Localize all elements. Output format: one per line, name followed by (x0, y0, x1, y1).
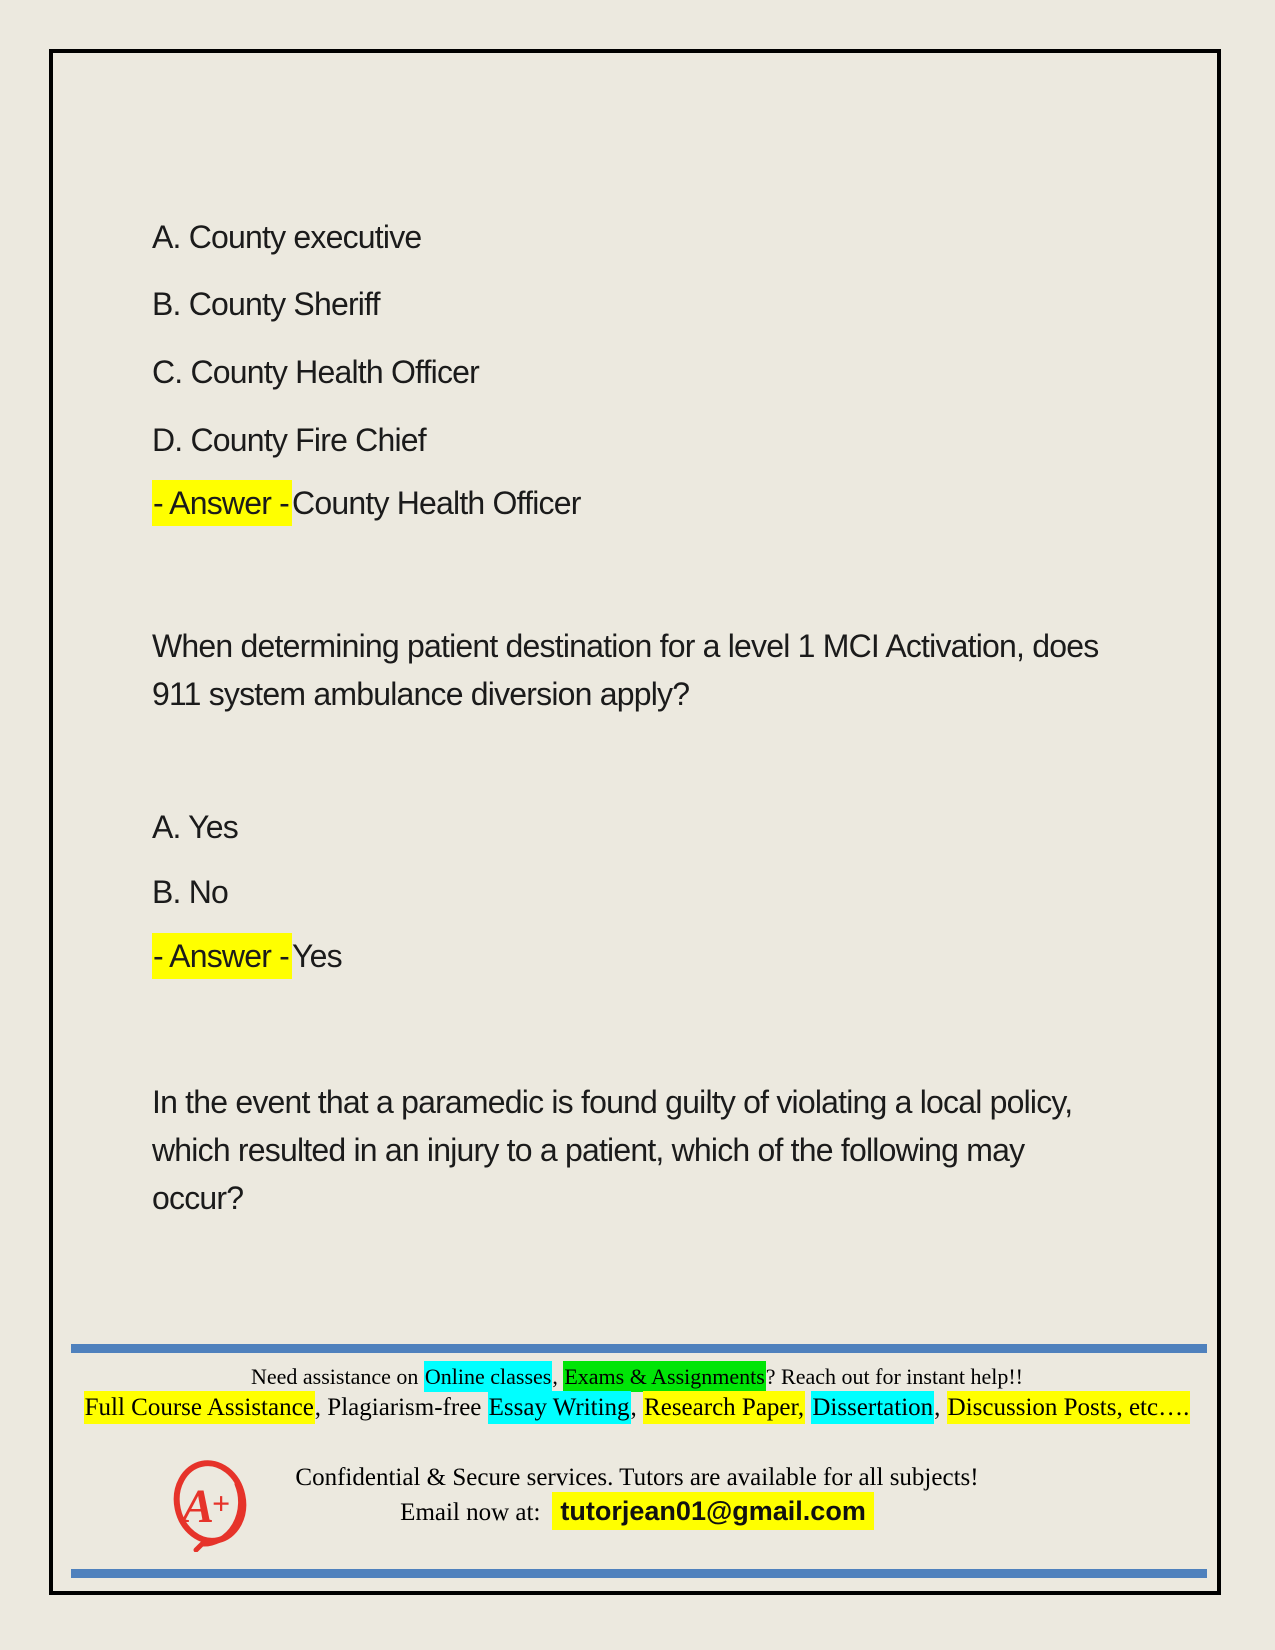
q1-option-b: B. County Sheriff (152, 286, 380, 322)
q1-option-d: D. County Fire Chief (152, 422, 426, 458)
footer-help-line (57, 1364, 1217, 1390)
online-classes-highlight: Online classes (424, 1361, 552, 1392)
q3-question-line-3: occur? (152, 1180, 244, 1216)
aplus-logo-graphic (168, 1456, 252, 1552)
q2-question-line-1: When determining patient destination for a level 1 MCI Activation, does (152, 628, 1099, 664)
research-paper-highlight: Research Paper, (643, 1391, 805, 1424)
footer-services-line (57, 1394, 1217, 1422)
bottom-divider-line (71, 1569, 1207, 1578)
q3-question-line-2: which resulted in an injury to a patient, which of the following may (152, 1132, 1025, 1168)
q2-option-a: A. Yes (152, 809, 238, 845)
essay-writing-highlight: Essay Writing (488, 1391, 631, 1424)
email-label: Email now at: (400, 1499, 541, 1526)
aplus-logo-plus: + (212, 1485, 231, 1521)
full-course-assistance-highlight: Full Course Assistance (84, 1391, 315, 1424)
footer-help-comma: , (552, 1364, 564, 1389)
q2-option-b: B. No (152, 874, 229, 910)
dissertation-highlight: Dissertation (811, 1391, 934, 1424)
q1-answer-highlight: - Answer - (152, 480, 292, 526)
q2-answer-line (152, 935, 342, 977)
footer-services-text-2: , (630, 1394, 644, 1421)
q1-answer-value: County Health Officer (292, 485, 581, 521)
aplus-logo (168, 1456, 252, 1552)
footer-confidential-line: Confidential & Secure services. Tutors are available for all subjects! (295, 1464, 979, 1491)
discussion-posts-highlight: Discussion Posts, etc…. (947, 1391, 1191, 1424)
email-link[interactable]: tutorjean01@gmail.com (552, 1492, 873, 1530)
q2-answer-value: Yes (292, 938, 342, 974)
q1-option-c: C. County Health Officer (152, 354, 480, 390)
footer-help-text-2: ? Reach out for instant help!! (765, 1364, 1023, 1389)
q2-question-text (152, 622, 1098, 718)
q3-question-text (152, 1078, 1072, 1222)
footer-help-text-1: Need assistance on (250, 1364, 424, 1389)
footer-services-text-1: , Plagiarism-free (314, 1394, 488, 1421)
q3-question-line-1: In the event that a paramedic is found guilty of violating a local policy, (152, 1084, 1073, 1120)
q1-answer-line (152, 482, 581, 524)
footer-services-text-4: , (934, 1394, 947, 1421)
q2-answer-highlight: - Answer - (152, 933, 292, 979)
top-divider-line (71, 1344, 1207, 1353)
exams-assignments-highlight: Exams & Assignments (563, 1361, 765, 1392)
q1-option-a: A. County executive (152, 219, 422, 255)
q2-question-line-2: 911 system ambulance diversion apply? (152, 676, 690, 712)
aplus-logo-a: A (182, 1480, 215, 1533)
